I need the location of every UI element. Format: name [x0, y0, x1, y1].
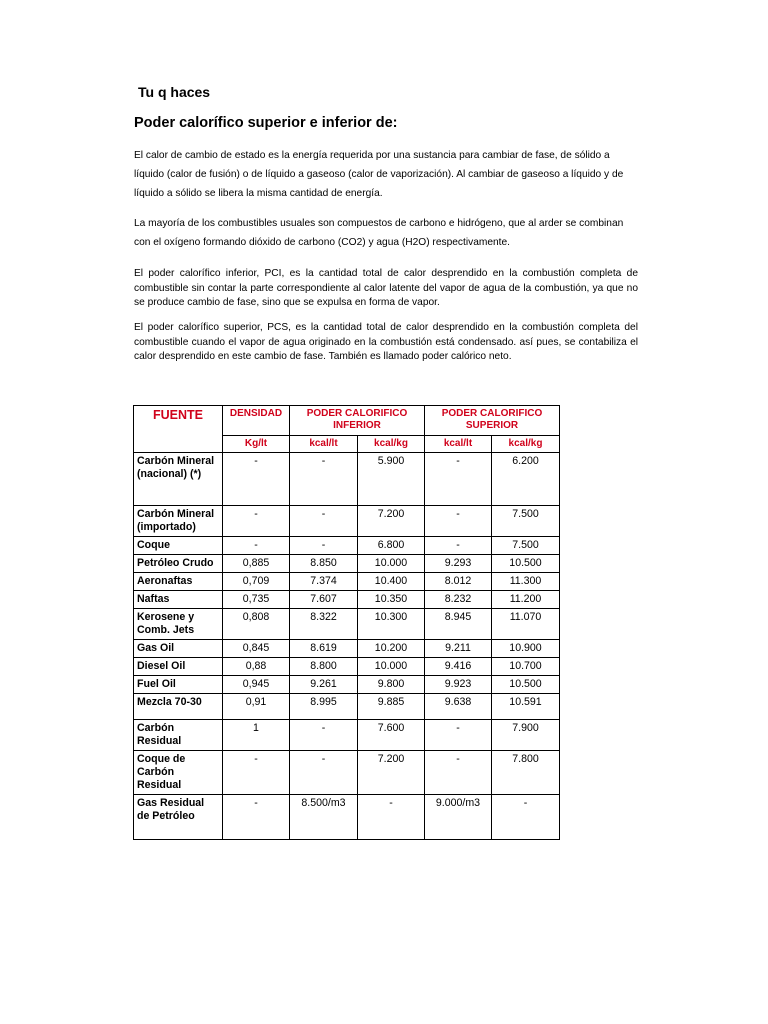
pci-kcal-kg: -	[358, 795, 425, 840]
fuel-name: Aeronaftas	[134, 573, 223, 591]
unit-pci-lt: kcal/lt	[290, 436, 358, 453]
pcs-kcal-lt: 9.416	[425, 658, 492, 676]
table-row	[134, 694, 560, 720]
fuel-name: Coque de Carbón Residual	[134, 751, 223, 795]
document-title: Poder calorífico superior e inferior de:	[134, 115, 398, 131]
densidad-value: -	[223, 751, 290, 795]
pci-kcal-kg: 10.200	[358, 640, 425, 658]
pcs-kcal-lt: 8.945	[425, 609, 492, 640]
unit-pcs-kg: kcal/kg	[492, 436, 560, 453]
pci-kcal-lt: -	[290, 506, 358, 537]
fuel-name: Coque	[134, 537, 223, 555]
fuel-name: Petróleo Crudo	[134, 555, 223, 573]
densidad-value: 0,88	[223, 658, 290, 676]
pcs-kcal-lt: 8.012	[425, 573, 492, 591]
pcs-kcal-kg: 10.500	[492, 555, 560, 573]
densidad-value: 0,845	[223, 640, 290, 658]
table-row	[134, 751, 560, 795]
header-pci: PODER CALORIFICO INFERIOR	[290, 406, 425, 436]
pci-kcal-kg: 7.200	[358, 751, 425, 795]
table-row	[134, 720, 560, 751]
document-heading: Tu q haces	[138, 84, 211, 100]
table-row	[134, 676, 560, 694]
pcs-kcal-kg: 7.500	[492, 537, 560, 555]
pcs-kcal-lt: 9.293	[425, 555, 492, 573]
pci-kcal-kg: 10.400	[358, 573, 425, 591]
densidad-value: -	[223, 537, 290, 555]
pci-kcal-kg: 5.900	[358, 453, 425, 506]
table-row	[134, 573, 560, 591]
fuel-name: Carbón Residual	[134, 720, 223, 751]
pcs-kcal-lt: -	[425, 453, 492, 506]
pci-kcal-kg: 10.350	[358, 591, 425, 609]
pci-kcal-lt: 8.500/m3	[290, 795, 358, 840]
pci-kcal-kg: 7.600	[358, 720, 425, 751]
pci-kcal-kg: 9.800	[358, 676, 425, 694]
header-densidad: DENSIDAD	[223, 406, 290, 436]
fuel-name: Kerosene y Comb. Jets	[134, 609, 223, 640]
table-row	[134, 591, 560, 609]
pci-kcal-lt: 8.619	[290, 640, 358, 658]
pcs-kcal-kg: 6.200	[492, 453, 560, 506]
fuel-name: Fuel Oil	[134, 676, 223, 694]
fuel-name: Naftas	[134, 591, 223, 609]
pcs-kcal-kg: -	[492, 795, 560, 840]
pcs-kcal-lt: 9.638	[425, 694, 492, 720]
table-row	[134, 537, 560, 555]
pcs-kcal-kg: 7.500	[492, 506, 560, 537]
pci-kcal-lt: 8.322	[290, 609, 358, 640]
unit-pcs-lt: kcal/lt	[425, 436, 492, 453]
pcs-kcal-lt: -	[425, 720, 492, 751]
densidad-value: 0,945	[223, 676, 290, 694]
pci-kcal-kg: 10.000	[358, 555, 425, 573]
pcs-kcal-kg: 10.700	[492, 658, 560, 676]
densidad-value: 1	[223, 720, 290, 751]
pci-kcal-lt: 8.800	[290, 658, 358, 676]
pci-kcal-lt: -	[290, 720, 358, 751]
fuel-name: Carbón Mineral (importado)	[134, 506, 223, 537]
pci-kcal-kg: 9.885	[358, 694, 425, 720]
pcs-kcal-kg: 7.900	[492, 720, 560, 751]
pci-kcal-kg: 10.000	[358, 658, 425, 676]
pcs-kcal-lt: -	[425, 506, 492, 537]
fuel-name: Gas Oil	[134, 640, 223, 658]
fuel-name: Carbón Mineral (nacional) (*)	[134, 453, 223, 506]
pci-kcal-lt: 9.261	[290, 676, 358, 694]
header-pcs: PODER CALORIFICO SUPERIOR	[425, 406, 560, 436]
table-row	[134, 555, 560, 573]
table-row	[134, 640, 560, 658]
densidad-value: 0,91	[223, 694, 290, 720]
pci-kcal-lt: 8.995	[290, 694, 358, 720]
fuel-name: Diesel Oil	[134, 658, 223, 676]
pcs-kcal-lt: 9.923	[425, 676, 492, 694]
pcs-kcal-kg: 11.200	[492, 591, 560, 609]
pci-kcal-lt: -	[290, 453, 358, 506]
paragraph-pci: El poder calorífico inferior, PCI, es la cantidad total de calor desprendido en la combustión completa de combustible sin contar la parte correspondiente al calor latente del vapor de agua de la combustión, ya que no se produce cambio de fase, sino que se expulsa en forma de vapor.	[134, 268, 638, 308]
pci-kcal-kg: 6.800	[358, 537, 425, 555]
pci-kcal-lt: -	[290, 751, 358, 795]
densidad-value: -	[223, 453, 290, 506]
table-row	[134, 609, 560, 640]
fuel-name: Gas Residual de Petróleo	[134, 795, 223, 840]
table-row	[134, 795, 560, 840]
calorific-value-table	[133, 405, 560, 840]
pcs-kcal-lt: 9.000/m3	[425, 795, 492, 840]
pcs-kcal-kg: 10.900	[492, 640, 560, 658]
pcs-kcal-kg: 10.500	[492, 676, 560, 694]
table-header-row	[134, 406, 560, 436]
pci-kcal-kg: 7.200	[358, 506, 425, 537]
pci-kcal-lt: 8.850	[290, 555, 358, 573]
table-row	[134, 453, 560, 506]
pci-kcal-lt: -	[290, 537, 358, 555]
fuel-name: Mezcla 70-30	[134, 694, 223, 720]
header-fuente: FUENTE	[134, 406, 223, 453]
paragraph-pcs: El poder calorífico superior, PCS, es la cantidad total de calor desprendido en la combustión completa del combustible cuando el vapor de agua originado en la combustión está condensado. así pues, se contabiliza el calor desprendido en este cambio de fase. También es llamado poder calórico neto.	[134, 322, 638, 362]
densidad-value: -	[223, 506, 290, 537]
paragraph-combustibles: La mayoría de los combustibles usuales son compuestos de carbono e hidrógeno, que al arder se combinan con el oxígeno formando dióxido de carbono (CO2) y agua (H2O) respectivamente.	[134, 218, 624, 248]
densidad-value: 0,709	[223, 573, 290, 591]
densidad-value: 0,808	[223, 609, 290, 640]
table-body	[134, 453, 560, 840]
densidad-value: 0,885	[223, 555, 290, 573]
table-row	[134, 658, 560, 676]
table-row	[134, 506, 560, 537]
pci-kcal-lt: 7.374	[290, 573, 358, 591]
pcs-kcal-lt: 8.232	[425, 591, 492, 609]
pci-kcal-lt: 7.607	[290, 591, 358, 609]
pci-kcal-kg: 10.300	[358, 609, 425, 640]
pcs-kcal-kg: 10.591	[492, 694, 560, 720]
densidad-value: 0,735	[223, 591, 290, 609]
pcs-kcal-kg: 11.300	[492, 573, 560, 591]
unit-pci-kg: kcal/kg	[358, 436, 425, 453]
pcs-kcal-lt: -	[425, 537, 492, 555]
pcs-kcal-kg: 11.070	[492, 609, 560, 640]
pcs-kcal-lt: -	[425, 751, 492, 795]
pcs-kcal-lt: 9.211	[425, 640, 492, 658]
pcs-kcal-kg: 7.800	[492, 751, 560, 795]
paragraph-calor-cambio-estado: El calor de cambio de estado es la energía requerida por una sustancia para cambiar de fase, de sólido a líquido (calor de fusión) o de líquido a gaseoso (calor de vaporización). Al cambiar de gaseoso a líquido y de líquido a sólido se libera la misma cantidad de energía.	[134, 150, 624, 199]
unit-densidad: Kg/lt	[223, 436, 290, 453]
densidad-value: -	[223, 795, 290, 840]
